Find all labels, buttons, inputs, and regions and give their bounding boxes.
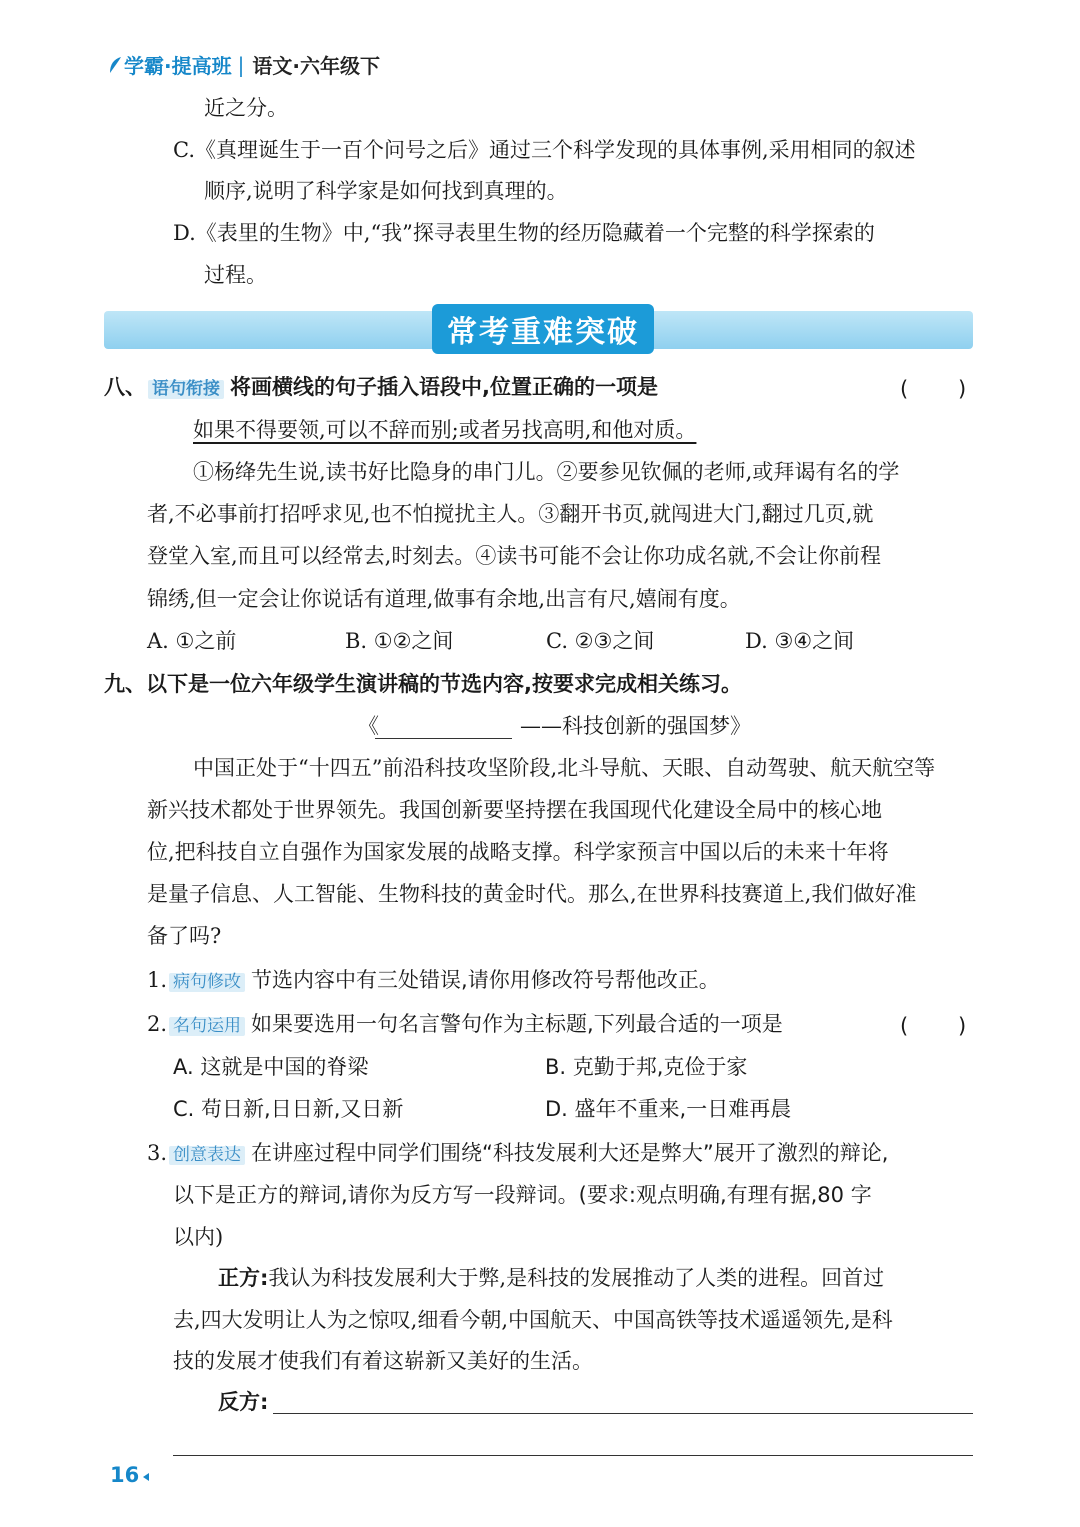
q8-option-d: D. ③④之间 (745, 629, 855, 653)
q8-option-c: C. ②③之间 (546, 629, 655, 653)
q9-passage-line2: 新兴技术都处于世界领先。我国创新要坚持摆在我国现代化建设全局中的核心地 (147, 798, 882, 822)
q9-sub1-number: 1. (147, 968, 168, 992)
q9-sub2-option-d: D. 盛年不重来,一日难再晨 (545, 1097, 792, 1121)
q9-title-open: 《 (358, 714, 379, 738)
q9-sub2-tag: 名句运用 (169, 1017, 245, 1036)
q8-option-b: B. ①②之间 (345, 629, 454, 653)
q9-passage-line5: 备了吗? (147, 924, 222, 948)
q9-passage-line4: 是量子信息、人工智能、生物科技的黄金时代。那么,在世界科技赛道上,我们做好准 (147, 882, 917, 906)
q9-title-rest: ——科技创新的强国梦》 (520, 714, 751, 738)
q8-passage-line1: ①杨绛先生说,读书好比隐身的串门儿。②要参见钦佩的老师,或拜谒有名的学 (193, 460, 900, 484)
con-answer-line2[interactable] (173, 1455, 973, 1456)
leaf-logo-icon (108, 56, 122, 74)
page-number (110, 1463, 151, 1487)
q8-answer-paren-open: ( (900, 377, 909, 401)
q9-sub1-tag: 病句修改 (169, 973, 245, 992)
q9-sub3-pro-line3: 技的发展才使我们有着这崭新又美好的生活。 (173, 1349, 593, 1373)
q9-sub3-pro-line1 (218, 1268, 884, 1289)
q8-option-a: A. ①之前 (147, 629, 237, 653)
con-label: 反方: (218, 1390, 269, 1414)
q9-sub3-pro-line2: 去,四大发明让人为之惊叹,细看今朝,中国航天、中国高铁等技术遥遥领先,是科 (173, 1308, 893, 1332)
q9-sub3-line2: 以下是正方的辩词,请你为反方写一段辩词。(要求:观点明确,有理有据,80 字 (173, 1183, 872, 1207)
q9-sub1-text: 节选内容中有三处错误,请你用修改符号帮他改正。 (251, 968, 720, 992)
prev-continuation: 近之分。 (204, 96, 288, 120)
q9-sub2-option-a: A. 这就是中国的脊梁 (173, 1055, 369, 1079)
q8-number: 八、 (104, 375, 146, 399)
header-brand: 学霸·提高班 (124, 54, 232, 78)
header-separator: | (237, 52, 245, 77)
q8-answer-paren-close: ) (958, 377, 967, 401)
section-banner-title: 常考重难突破 (432, 304, 654, 354)
page-number-text: 16 (110, 1463, 140, 1487)
q8-passage-line4: 锦绣,但一定会让你说话有道理,做事有余地,出言有尺,嬉闹有度。 (147, 587, 741, 611)
q9-sub3-text: 在讲座过程中同学们围绕“科技发展利大还是弊大”展开了激烈的辩论, (251, 1141, 889, 1165)
q8-inserted-sentence: 如果不得要领,可以不辞而别;或者另找高明,和他对质。 (193, 418, 697, 442)
q9-sub2-option-b: B. 克勤于邦,克俭于家 (545, 1055, 748, 1079)
q8-stem-text: 将画横线的句子插入语段中,位置正确的一项是 (230, 375, 658, 399)
q9-sub3-number: 3. (147, 1141, 168, 1165)
q8-passage-line2: 者,不必事前打招呼求见,也不怕搅扰主人。③翻开书页,就闯进大门,翻过几页,就 (147, 502, 874, 526)
q8-tag: 语句衔接 (148, 380, 224, 399)
q9-sub1 (147, 970, 720, 992)
q8-stem (104, 377, 658, 399)
q9-sub3-tag: 创意表达 (169, 1146, 245, 1165)
prev-option-d-line2: 过程。 (204, 263, 267, 287)
q9-stem: 九、以下是一位六年级学生演讲稿的节选内容,按要求完成相关练习。 (104, 672, 742, 696)
q9-sub3-line1 (147, 1143, 888, 1165)
q9-passage-line3: 位,把科技自立自强作为国家发展的战略支撑。科学家预言中国以后的未来十年将 (147, 840, 889, 864)
q9-passage-line1: 中国正处于“十四五”前沿科技攻坚阶段,北斗导航、天眼、自动驾驶、航天航空等 (193, 756, 936, 780)
con-answer-line1[interactable] (273, 1413, 973, 1414)
prev-option-d-line1: D.《表里的生物》中,“我”探寻表里生物的经历隐藏着一个完整的科学探索的 (173, 221, 875, 245)
q9-sub2-paren-close: ) (958, 1014, 967, 1038)
pro-label: 正方: (218, 1266, 269, 1290)
pro-text: 我认为科技发展利大于弊,是科技的发展推动了人类的进程。回首过 (268, 1266, 885, 1290)
q9-sub3-line3: 以内) (173, 1225, 224, 1249)
prev-option-c-line1: C.《真理诞生于一百个问号之后》通过三个科学发现的具体事例,采用相同的叙述 (173, 138, 916, 162)
q9-sub2-paren-open: ( (900, 1014, 909, 1038)
q9-sub2 (147, 1014, 783, 1036)
q9-sub2-option-c: C. 苟日新,日日新,又日新 (173, 1097, 404, 1121)
q9-sub2-text: 如果要选用一句名言警句作为主标题,下列最合适的一项是 (251, 1012, 783, 1036)
page-arrow-icon (141, 1472, 151, 1482)
q9-sub2-number: 2. (147, 1012, 168, 1036)
q8-passage-line3: 登堂入室,而且可以经常去,时刻去。④读书可能不会让你功成名就,不会让你前程 (147, 544, 882, 568)
q9-title-blank (375, 738, 512, 739)
page-header (108, 50, 380, 79)
header-subject: 语文·六年级下 (252, 54, 380, 78)
prev-option-c-line2: 顺序,说明了科学家是如何找到真理的。 (204, 179, 568, 203)
